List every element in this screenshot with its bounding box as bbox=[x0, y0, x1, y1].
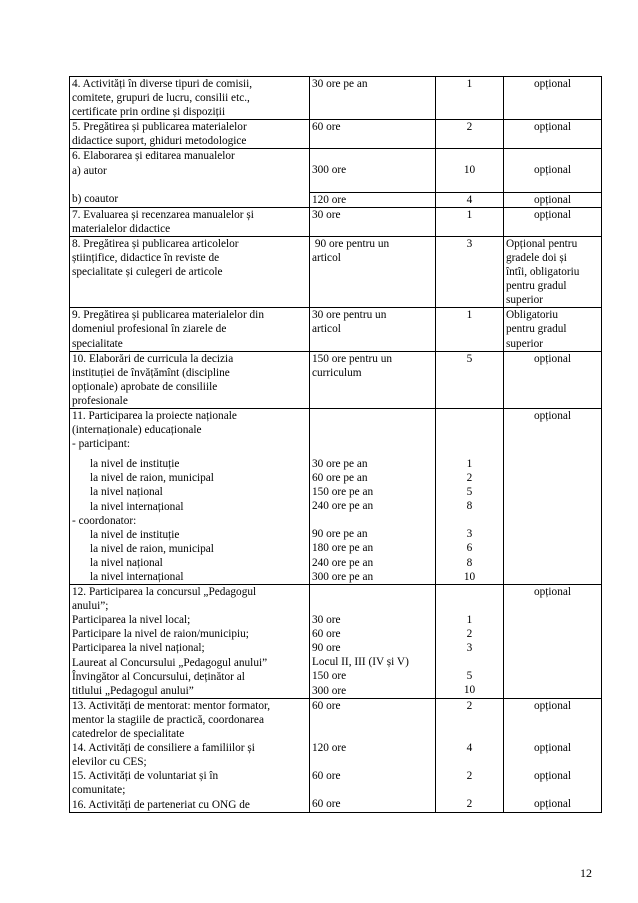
hours-cell: 60 ore 120 ore 60 ore 60 ore bbox=[310, 698, 436, 812]
table-row bbox=[70, 120, 602, 149]
status-cell: opțional bbox=[504, 207, 602, 236]
table-row bbox=[70, 351, 602, 408]
hours-cell: 60 ore bbox=[310, 120, 436, 149]
hours-cell: 30 ore 60 ore 90 ore Locul II, III (IV și V) 150 ore 300 ore bbox=[310, 585, 436, 699]
table-row bbox=[70, 236, 602, 307]
credits-cell: 10 bbox=[436, 149, 504, 192]
status-cell: Obligatoriu pentru gradul superior bbox=[504, 308, 602, 351]
activity-cell: 4. Activități în diverse tipuri de comisii, comitete, grupuri de lucru, consilii etc., certificate prin ordine și dispoziții bbox=[70, 77, 310, 120]
hours-cell: 30 ore pe an bbox=[310, 77, 436, 120]
credits-cell: 1 bbox=[436, 308, 504, 351]
credits-cell: 1 2 3 5 10 bbox=[436, 585, 504, 699]
credits-cell: 1 2 5 8 3 6 8 10 bbox=[436, 408, 504, 584]
hours-cell: 150 ore pentru un curriculum bbox=[310, 351, 436, 408]
activity-cell: 13. Activități de mentorat: mentor formator, mentor la stagiile de practică, coordonarea catedrelor de specialitate 14. Activități de consiliere a familiilor și elevilor cu CES; 15. Activități de voluntariat și în comunitate; 16. Activități de parteneriat cu ONG de bbox=[70, 698, 310, 812]
status-cell: opțional bbox=[504, 408, 602, 584]
activity-cell: 11. Participarea la proiecte naționale (internaționale) educaționale - participant: la nivel de instituție la nivel de raion, municipal la nivel național la nivel internațional - coordonator: la nivel de instituție la nivel de raion, municipal la nivel național la nivel internațional bbox=[70, 408, 310, 584]
credits-cell: 1 bbox=[436, 207, 504, 236]
credits-cell: 4 bbox=[436, 192, 504, 207]
status-cell: opțional opțional opțional opțional bbox=[504, 698, 602, 812]
credits-cell: 3 bbox=[436, 236, 504, 307]
table-row bbox=[70, 698, 602, 812]
hours-cell: 30 ore pentru un articol bbox=[310, 308, 436, 351]
status-cell: opțional bbox=[504, 585, 602, 699]
activity-cell: 7. Evaluarea și recenzarea manualelor și materialelor didactice bbox=[70, 207, 310, 236]
credits-cell: 5 bbox=[436, 351, 504, 408]
hours-cell: 30 ore pe an 60 ore pe an 150 ore pe an 240 ore pe an 90 ore pe an 180 ore pe an 240 ore pe an 300 ore pe an bbox=[310, 408, 436, 584]
table-row bbox=[70, 77, 602, 120]
status-cell: opțional bbox=[504, 192, 602, 207]
activity-cell: 10. Elaborări de curricula la decizia instituției de învățămînt (discipline opționale) aprobate de consiliile profesionale bbox=[70, 351, 310, 408]
credits-cell: 1 bbox=[436, 77, 504, 120]
table-row bbox=[70, 408, 602, 584]
activity-cell: 8. Pregătirea și publicarea articolelor științifice, didactice în reviste de specialitate și culegeri de articole bbox=[70, 236, 310, 307]
table-row bbox=[70, 192, 602, 207]
credits-table bbox=[69, 76, 602, 813]
status-cell: Opțional pentru gradele doi și întîi, obligatoriu pentru gradul superior bbox=[504, 236, 602, 307]
activity-cell: 5. Pregătirea și publicarea materialelor didactice suport, ghiduri metodologice bbox=[70, 120, 310, 149]
credits-cell: 2 bbox=[436, 120, 504, 149]
table-row bbox=[70, 207, 602, 236]
table-row bbox=[70, 149, 602, 192]
activity-cell: b) coautor bbox=[70, 192, 310, 207]
activity-cell: 9. Pregătirea și publicarea materialelor din domeniul profesional în ziarele de specialitate bbox=[70, 308, 310, 351]
hours-cell: 90 ore pentru un articol bbox=[310, 236, 436, 307]
status-cell: opțional bbox=[504, 149, 602, 192]
page-number: 12 bbox=[580, 866, 592, 880]
activity-cell: 6. Elaborarea și editarea manualelor a) autor bbox=[70, 149, 310, 192]
table-row bbox=[70, 308, 602, 351]
activity-cell: 12. Participarea la concursul „Pedagogul anului”; Participarea la nivel local; Participare la nivel de raion/municipiu; Participarea la nivel național; Laureat al Concursului „Pedagogul anului” Învingător al Concursului, deținător al titlului „Pedagogul anului” bbox=[70, 585, 310, 699]
credits-cell: 2 4 2 2 bbox=[436, 698, 504, 812]
table-row bbox=[70, 585, 602, 699]
hours-cell: 300 ore bbox=[310, 149, 436, 192]
status-cell: opțional bbox=[504, 351, 602, 408]
status-cell: opțional bbox=[504, 120, 602, 149]
hours-cell: 30 ore bbox=[310, 207, 436, 236]
status-cell: opțional bbox=[504, 77, 602, 120]
hours-cell: 120 ore bbox=[310, 192, 436, 207]
